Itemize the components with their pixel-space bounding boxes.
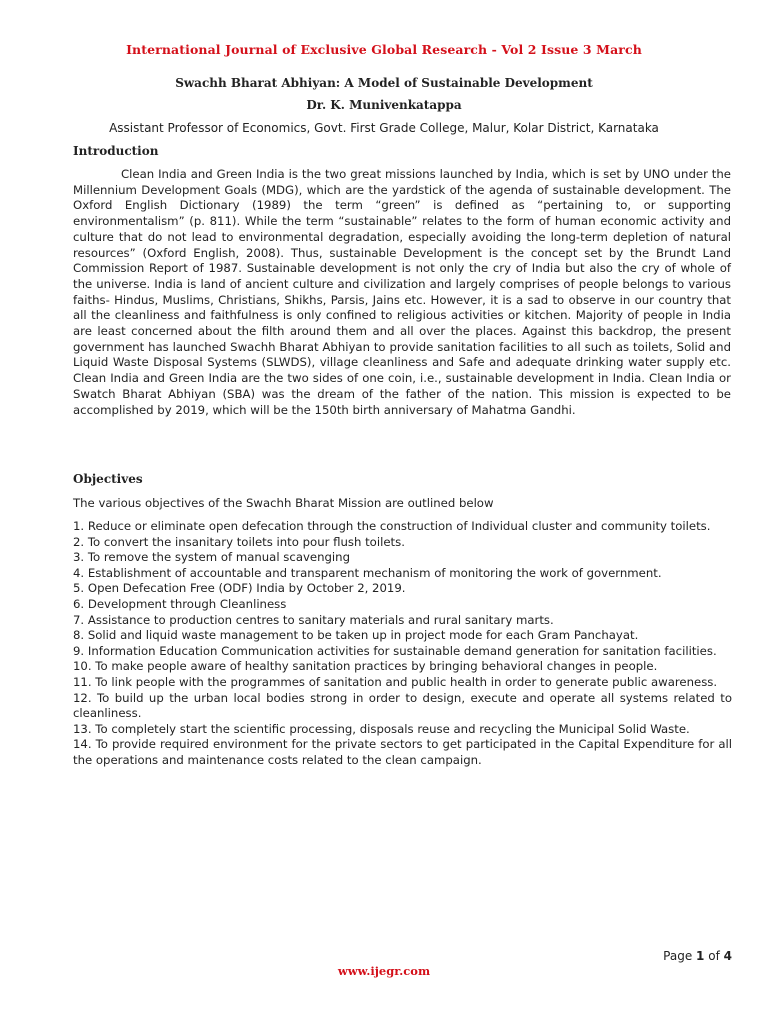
- author-affiliation: Assistant Professor of Economics, Govt. First Grade College, Malur, Kolar District, Karnataka: [109, 121, 659, 135]
- objective-item: 3. To remove the system of manual scavenging: [73, 550, 350, 565]
- objective-item: 10. To make people aware of healthy sanitation practices by bringing behavioral changes in people.: [73, 659, 658, 674]
- article-author: Dr. K. Munivenkatappa: [306, 98, 462, 112]
- objective-item: 8. Solid and liquid waste management to be taken up in project mode for each Gram Panchayat.: [73, 628, 639, 643]
- introduction-paragraph: Clean India and Green India is the two great missions launched by India, which is set by UNO under the Millennium Development Goals (MDG), which are the yardstick of the agenda of sustainable development. The Oxford English Dictionary (1989) the term “green” is defined as “pertaining to, or supporting environmentalism” (p. 811). While the term “sustainable” relates to the form of human economic activity and culture that do not lead to environmental degradation, especially avoiding the long-term depletion of natural resources” (Oxford English, 2008). Thus, sustainable Development is the concept set by the Brundt Land Commission Report of 1987. Sustainable development is not only the cry of India but also the cry of whole of the universe. India is land of ancient culture and civilization and largely comprises of people belongs to various faiths- Hindus, Muslims, Christians, Shikhs, Parsis, Jains etc. However, it is a sad to observe in our country that all the cleanliness and faithfulness is only confined to religious activities or kitchen. Majority of people in India are least concerned about the filth around them and all over the places. Against this backdrop, the present government has launched Swachh Bharat Abhiyan to provide sanitation facilities to all such as toilets, Solid and Liquid Waste Disposal Systems (SLWDS), village cleanliness and Safe and adequate drinking water supply etc. Clean India and Green India are the two sides of one coin, i.e., sustainable development in India. Clean India or Swatch Bharat Abhiyan (SBA) was the dream of the father of the nation. This mission is expected to be accomplished by 2019, which will be the 150th birth anniversary of Mahatma Gandhi.: [73, 167, 731, 417]
- page-of: of: [708, 949, 720, 963]
- page-number: [663, 949, 732, 963]
- objective-item: 6. Development through Cleanliness: [73, 596, 287, 611]
- objectives-heading: Objectives: [73, 472, 143, 486]
- objective-item: 12. To build up the urban local bodies strong in order to design, execute and operate all systems related to cleanliness.: [73, 690, 732, 721]
- objectives-list: [73, 519, 732, 769]
- objective-item: 14. To provide required environment for the private sectors to get participated in the Capital Expenditure for all the operations and maintenance costs related to the clean campaign.: [73, 737, 732, 767]
- objectives-lead: The various objectives of the Swachh Bharat Mission are outlined below: [73, 496, 494, 510]
- objective-item: 7. Assistance to production centres to sanitary materials and rural sanitary marts.: [73, 612, 554, 627]
- objective-item: 4. Establishment of accountable and transparent mechanism of monitoring the work of government.: [73, 565, 662, 580]
- objective-item: 5. Open Defecation Free (ODF) India by October 2, 2019.: [73, 581, 406, 596]
- journal-header: International Journal of Exclusive Global Research - Vol 2 Issue 3 March: [126, 42, 642, 57]
- page-total: 4: [723, 949, 732, 963]
- page-current: 1: [696, 949, 705, 963]
- article-title: Swachh Bharat Abhiyan: A Model of Sustainable Development: [175, 76, 593, 90]
- page-label: Page: [663, 949, 693, 963]
- objective-item: 9. Information Education Communication activities for sustainable demand generation for sanitation facilities.: [73, 643, 717, 658]
- footer-website-link[interactable]: www.ijegr.com: [337, 964, 431, 978]
- objective-item: 2. To convert the insanitary toilets into pour flush toilets.: [73, 534, 405, 549]
- introduction-heading: Introduction: [73, 144, 159, 158]
- objective-item: 1. Reduce or eliminate open defecation through the construction of Individual cluster and community toilets.: [73, 519, 711, 533]
- objective-item: 11. To link people with the programmes of sanitation and public health in order to generate public awareness.: [73, 674, 718, 689]
- objective-item: 13. To completely start the scientific processing, disposals reuse and recycling the Municipal Solid Waste.: [73, 721, 690, 736]
